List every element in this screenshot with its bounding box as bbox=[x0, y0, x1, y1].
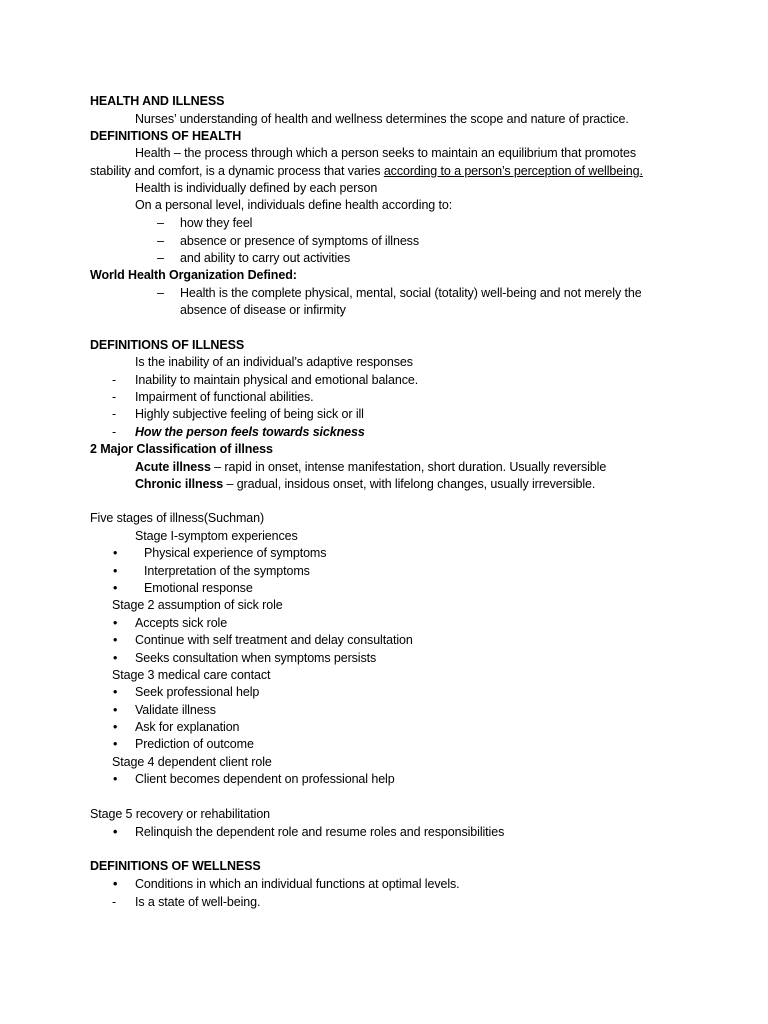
text-line: Is the inability of an individual’s adaptive responses bbox=[135, 355, 413, 369]
text-line: Stage 3 medical care contact bbox=[112, 668, 271, 682]
text-line: absence of disease or infirmity bbox=[180, 303, 346, 317]
list-marker: – bbox=[157, 216, 164, 230]
list-marker: - bbox=[112, 373, 117, 387]
list-marker: - bbox=[112, 390, 117, 404]
text-line: Impairment of functional abilities. bbox=[135, 390, 314, 404]
list-marker: • bbox=[113, 546, 118, 560]
list-marker: • bbox=[113, 877, 118, 891]
list-marker: - bbox=[112, 407, 117, 421]
text-line: Stage 2 assumption of sick role bbox=[112, 598, 283, 612]
text-line: Health is the complete physical, mental, social (totality) well-being and not merely the bbox=[180, 286, 642, 300]
text-line bbox=[90, 164, 643, 179]
list-marker: • bbox=[113, 581, 118, 595]
section-heading: HEALTH AND ILLNESS bbox=[90, 94, 225, 108]
list-marker: - bbox=[112, 425, 117, 439]
text-line: Accepts sick role bbox=[135, 616, 228, 630]
text-line: Stage I-symptom experiences bbox=[135, 529, 298, 543]
list-marker: • bbox=[113, 737, 118, 751]
list-marker: • bbox=[113, 685, 118, 699]
list-marker: • bbox=[113, 633, 118, 647]
text-line: Conditions in which an individual functions at optimal levels. bbox=[135, 877, 460, 891]
text-line: absence or presence of symptoms of illness bbox=[180, 234, 419, 248]
text-run: – rapid in onset, intense manifestation, short duration. Usually reversible bbox=[210, 460, 607, 474]
text-line bbox=[135, 477, 595, 492]
text-line: how they feel bbox=[180, 216, 253, 230]
text-line: Inability to maintain physical and emotional balance. bbox=[135, 373, 419, 387]
text-line: Stage 5 recovery or rehabilitation bbox=[90, 807, 271, 821]
text-line: Five stages of illness(Suchman) bbox=[90, 511, 265, 525]
text-line: Interpretation of the symptoms bbox=[144, 564, 310, 578]
list-marker: • bbox=[113, 772, 118, 786]
list-marker: • bbox=[113, 720, 118, 734]
list-marker: – bbox=[157, 234, 164, 248]
text-run: stability and comfort, is a dynamic process that varies bbox=[90, 164, 384, 178]
section-heading: DEFINITIONS OF ILLNESS bbox=[90, 338, 245, 352]
list-marker: – bbox=[157, 251, 164, 265]
section-heading: DEFINITIONS OF HEALTH bbox=[90, 129, 242, 143]
section-heading: World Health Organization Defined: bbox=[90, 268, 297, 282]
text-line: Seek professional help bbox=[135, 685, 260, 699]
text-run: – gradual, insidous onset, with lifelong changes, usually irreversible. bbox=[223, 477, 596, 491]
text-line bbox=[135, 460, 606, 475]
text-line: Seeks consultation when symptoms persists bbox=[135, 651, 377, 665]
list-marker: • bbox=[113, 825, 118, 839]
text-run: according to a person’s perception of wellbeing. bbox=[383, 164, 643, 178]
section-heading: 2 Major Classification of illness bbox=[90, 442, 273, 456]
list-marker: - bbox=[112, 895, 117, 909]
text-line: Continue with self treatment and delay consultation bbox=[135, 633, 413, 647]
text-line: Ask for explanation bbox=[135, 720, 240, 734]
text-line: Relinquish the dependent role and resume roles and responsibilities bbox=[135, 825, 505, 839]
section-heading: DEFINITIONS OF WELLNESS bbox=[90, 859, 261, 873]
text-line: Is a state of well-being. bbox=[135, 895, 261, 909]
text-line: Emotional response bbox=[144, 581, 253, 595]
list-marker: • bbox=[113, 616, 118, 630]
text-line: Highly subjective feeling of being sick or ill bbox=[135, 407, 364, 421]
text-line: How the person feels towards sickness bbox=[135, 425, 365, 439]
text-line: Health – the process through which a person seeks to maintain an equilibrium that promotes bbox=[135, 146, 637, 160]
list-marker: • bbox=[113, 703, 118, 717]
text-line: On a personal level, individuals define health according to: bbox=[135, 198, 453, 212]
text-line: Validate illness bbox=[135, 703, 216, 717]
text-line: Health is individually defined by each person bbox=[135, 181, 378, 195]
text-run: Chronic illness bbox=[135, 477, 224, 491]
list-marker: – bbox=[157, 286, 164, 300]
text-line: Stage 4 dependent client role bbox=[112, 755, 272, 769]
text-line: Client becomes dependent on professional help bbox=[135, 772, 395, 786]
text-line: Prediction of outcome bbox=[135, 737, 254, 751]
text-line: Nurses’ understanding of health and wellness determines the scope and nature of practice. bbox=[135, 112, 629, 126]
list-marker: • bbox=[113, 651, 118, 665]
text-line: and ability to carry out activities bbox=[180, 251, 351, 265]
list-marker: • bbox=[113, 564, 118, 578]
text-run: Acute illness bbox=[135, 460, 211, 474]
text-line: Physical experience of symptoms bbox=[144, 546, 327, 560]
